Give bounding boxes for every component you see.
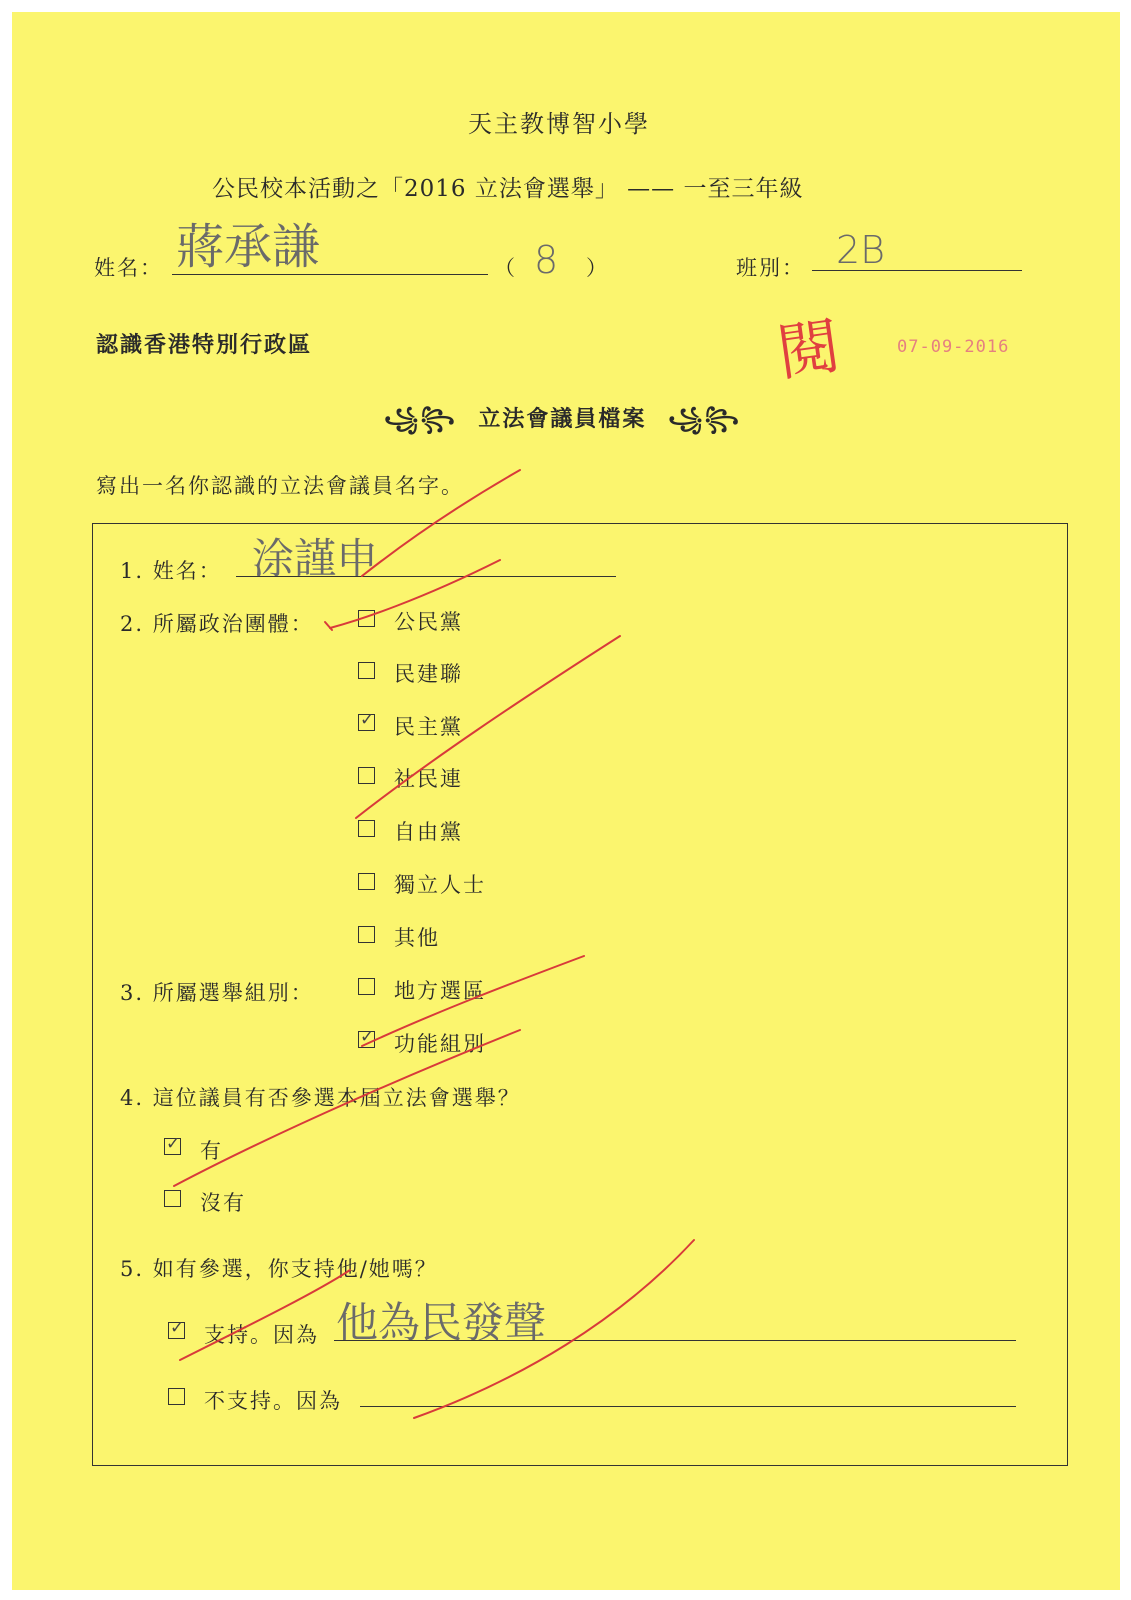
q5-option-support: 支持。因為 <box>204 1323 319 1347</box>
q2-option-1: 公民黨 <box>394 610 463 634</box>
tick-mark-q1 <box>362 470 520 576</box>
q1-label: 1. 姓名： <box>120 559 222 583</box>
q2-option-6: 獨立人士 <box>394 873 486 897</box>
worksheet-title: 立法會議員檔案 <box>478 407 647 432</box>
section-title: 認識香港特別行政區 <box>96 333 313 358</box>
q2-option-7: 其他 <box>394 926 440 950</box>
q5-label: 5. 如有參選，你支持他/她嗎？ <box>120 1257 438 1281</box>
tick-mark-q2-party <box>356 636 620 818</box>
q2-option-3: 民主黨 <box>394 715 463 739</box>
number-close: ） <box>586 256 609 280</box>
activity-title: 公民校本活動之「2016 立法會選舉」 —— 一至三年級 <box>212 176 804 202</box>
q2-option-4: 社民連 <box>394 767 463 791</box>
tick-mark-q4 <box>174 1030 520 1186</box>
check-mark-icon: ✓ <box>170 1318 185 1338</box>
check-mark-icon: ✓ <box>360 1027 375 1047</box>
tick-mark-q2-start <box>325 622 332 630</box>
q3-option-1: 地方選區 <box>394 979 486 1003</box>
q4-label: 4. 這位議員有否參選本屆立法會選舉？ <box>120 1086 521 1110</box>
instruction: 寫出一名你認識的立法會議員名字。 <box>96 474 464 498</box>
class-label: 班別： <box>736 256 805 280</box>
read-stamp: 閱 <box>772 308 845 390</box>
q1-answer[interactable]: 涂謹申 <box>252 534 379 583</box>
date-stamp: 07-09-2016 <box>897 337 1010 357</box>
q3-label: 3. 所屬選舉組別： <box>120 981 314 1005</box>
name-label: 姓名： <box>94 256 163 280</box>
q2-option-2: 民建聯 <box>394 662 463 686</box>
q5-support-reason[interactable]: 他為民發聲 <box>336 1298 547 1347</box>
q4-option-no: 沒有 <box>200 1191 246 1215</box>
tick-mark-q5 <box>414 1240 694 1418</box>
check-mark-icon: ✓ <box>360 710 375 730</box>
tick-mark-q2 <box>330 560 500 628</box>
tick-mark-q3 <box>362 956 584 1046</box>
student-number[interactable]: 8 <box>534 238 559 282</box>
class-value[interactable]: 2B <box>836 228 886 272</box>
ornament-left: ꧁꧂ <box>384 407 457 432</box>
student-name[interactable]: 蔣承謙 <box>176 219 321 275</box>
number-open: （ <box>494 256 517 280</box>
q4-option-yes: 有 <box>200 1139 223 1163</box>
school-name: 天主教博智小學 <box>468 110 650 138</box>
tick-mark-q5-support <box>180 1270 350 1360</box>
ornament-right: ꧁꧂ <box>668 407 741 432</box>
q2-label: 2. 所屬政治團體： <box>120 612 314 636</box>
q2-option-5: 自由黨 <box>394 820 463 844</box>
check-mark-icon: ✓ <box>166 1134 181 1154</box>
q3-option-2: 功能組別 <box>394 1032 486 1056</box>
q5-option-not-support: 不支持。因為 <box>204 1389 342 1413</box>
